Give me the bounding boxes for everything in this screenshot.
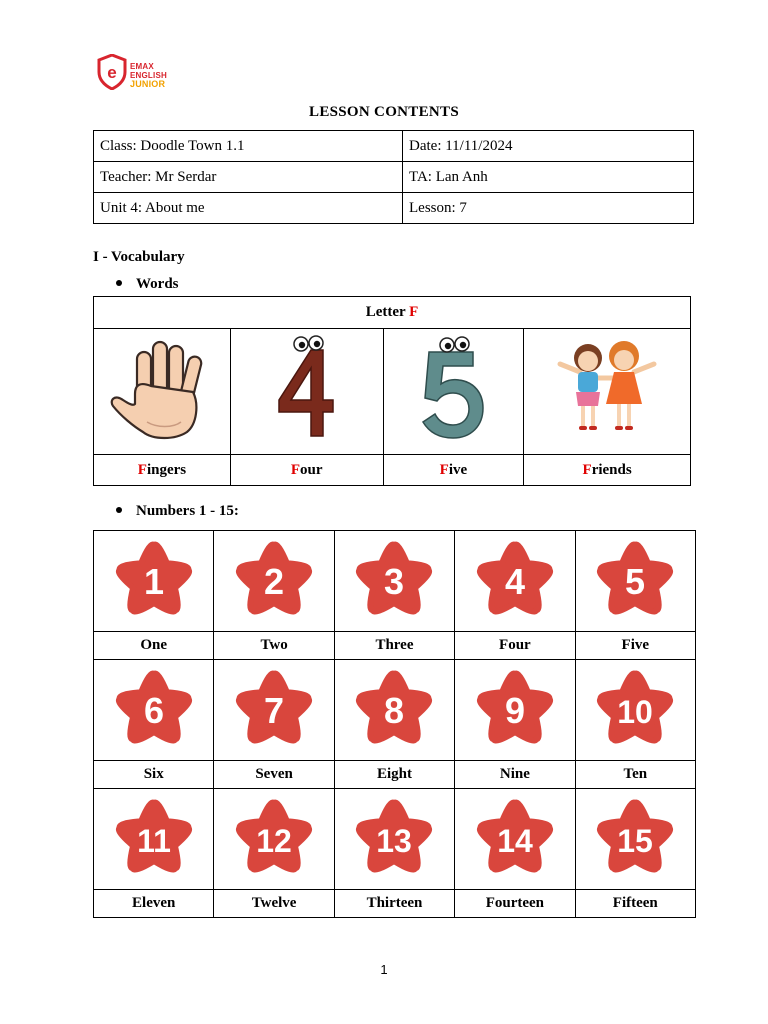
number-word: Fifteen <box>575 890 695 918</box>
number-cell <box>214 789 334 890</box>
number-cell <box>455 660 575 761</box>
letter-char: F <box>409 304 419 320</box>
numbers-bullet <box>116 503 239 520</box>
words-bullet-label: Words <box>136 276 179 292</box>
bullet-icon <box>116 280 122 286</box>
number-cell <box>455 789 575 890</box>
class-cell: Class: Doodle Town 1.1 <box>94 131 403 162</box>
number-digit: 3 <box>384 561 405 602</box>
hand-five-fingers-icon <box>107 334 217 444</box>
number-word: Eight <box>334 761 454 789</box>
number-flower-icon <box>592 669 678 751</box>
number-five-cartoon-icon <box>413 334 493 444</box>
number-flower-icon <box>111 669 197 751</box>
number-cell <box>334 531 454 632</box>
word-label-four: Four <box>230 455 383 486</box>
number-word: Eleven <box>94 890 214 918</box>
number-digit: 15 <box>617 823 654 859</box>
number-digit: 12 <box>256 823 292 859</box>
word-picture-cell <box>94 329 231 455</box>
number-four-cartoon-icon <box>267 334 347 444</box>
lesson-info-table <box>93 130 694 224</box>
number-flower-icon <box>351 540 437 622</box>
teacher-cell: Teacher: Mr Serdar <box>94 162 403 193</box>
number-cell <box>94 789 214 890</box>
number-word: Five <box>575 632 695 660</box>
number-cell <box>214 531 334 632</box>
number-digit: 10 <box>617 694 654 730</box>
number-flower-icon <box>351 669 437 751</box>
number-digit: 11 <box>136 823 171 859</box>
number-cell <box>214 660 334 761</box>
word-label-friends: Friends <box>524 455 691 486</box>
number-cell <box>455 531 575 632</box>
ta-cell: TA: Lan Anh <box>403 162 694 193</box>
numbers-table <box>93 530 696 918</box>
number-flower-icon <box>231 669 317 751</box>
logo-text-emax: EMAX <box>130 62 154 71</box>
logo-text-junior: JUNIOR <box>130 79 166 89</box>
number-digit: 6 <box>143 690 164 731</box>
number-word: One <box>94 632 214 660</box>
number-cell <box>334 789 454 890</box>
emax-logo <box>97 54 187 90</box>
number-digit: 7 <box>264 690 285 731</box>
number-digit: 2 <box>264 561 285 602</box>
number-digit: 1 <box>143 561 164 602</box>
number-flower-icon <box>111 798 197 880</box>
numbers-bullet-label: Numbers 1 - 15: <box>136 503 239 519</box>
number-cell <box>94 660 214 761</box>
number-digit: 13 <box>376 823 413 859</box>
number-word: Nine <box>455 761 575 789</box>
number-digit: 8 <box>384 690 405 731</box>
two-girls-friends-icon <box>552 334 662 444</box>
number-cell <box>334 660 454 761</box>
number-cell <box>575 660 695 761</box>
number-flower-icon <box>592 798 678 880</box>
bullet-icon <box>116 507 122 513</box>
number-flower-icon <box>111 540 197 622</box>
number-word: Fourteen <box>455 890 575 918</box>
number-flower-icon <box>231 540 317 622</box>
words-bullet <box>116 276 179 293</box>
number-word: Four <box>455 632 575 660</box>
logo-text-english: ENGLISH <box>130 71 167 80</box>
unit-cell: Unit 4: About me <box>94 193 403 224</box>
page-number: 1 <box>380 962 388 977</box>
word-picture-cell <box>524 329 691 455</box>
number-flower-icon <box>472 540 558 622</box>
number-word: Seven <box>214 761 334 789</box>
letter-prefix: Letter <box>365 304 410 320</box>
number-word: Thirteen <box>334 890 454 918</box>
number-flower-icon <box>592 540 678 622</box>
number-cell <box>94 531 214 632</box>
number-digit: 14 <box>497 823 533 859</box>
number-flower-icon <box>231 798 317 880</box>
number-flower-icon <box>472 669 558 751</box>
number-word: Twelve <box>214 890 334 918</box>
number-digit: 5 <box>625 561 646 602</box>
svg-text:e: e <box>107 63 117 82</box>
number-flower-icon <box>351 798 437 880</box>
date-cell: Date: 11/11/2024 <box>403 131 694 162</box>
number-digit: 9 <box>504 690 525 731</box>
section-heading: I - Vocabulary <box>93 249 185 265</box>
letter-header <box>94 297 691 329</box>
number-cell <box>575 531 695 632</box>
number-word: Six <box>94 761 214 789</box>
number-word: Ten <box>575 761 695 789</box>
word-picture-cell <box>383 329 524 455</box>
lesson-cell: Lesson: 7 <box>403 193 694 224</box>
number-flower-icon <box>472 798 558 880</box>
page-title: LESSON CONTENTS <box>309 104 459 120</box>
number-word: Three <box>334 632 454 660</box>
word-label-fingers: Fingers <box>94 455 231 486</box>
letter-words-table <box>93 296 691 486</box>
shield-logo-icon <box>97 54 127 90</box>
word-picture-cell <box>230 329 383 455</box>
number-cell <box>575 789 695 890</box>
number-word: Two <box>214 632 334 660</box>
number-digit: 4 <box>504 561 525 602</box>
word-label-five: Five <box>383 455 524 486</box>
